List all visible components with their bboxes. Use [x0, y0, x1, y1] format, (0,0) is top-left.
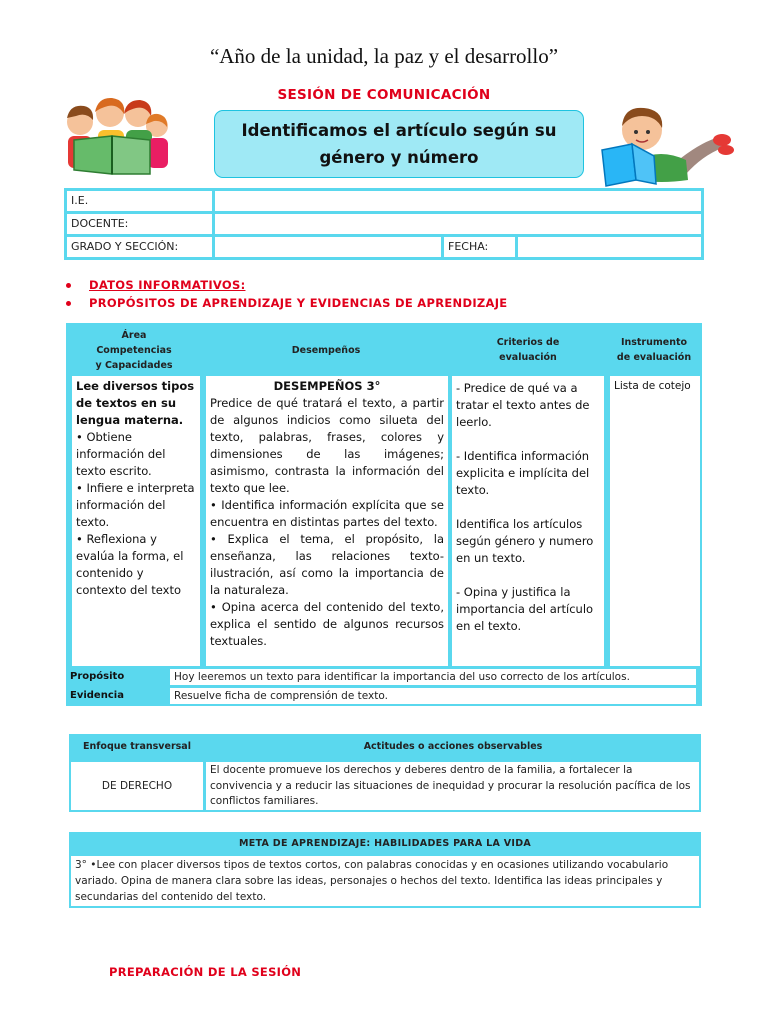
children-reading-illustration — [58, 96, 170, 176]
proposito-label: Propósito — [70, 671, 125, 682]
bullet-dot — [66, 283, 71, 288]
grado-value — [215, 237, 441, 257]
fecha-value — [518, 237, 701, 257]
header-instrumento-line-1: Instrumento — [620, 337, 688, 348]
actitudes-value: El docente promueve los derechos y deberes dentro de la familia, a fortalecer la convivencia y a reducir las situaciones de inequidad y procurar la resolución pacífica de los conflictos familiares. — [206, 762, 699, 810]
capacidad-2: • Infiere e interpreta información del texto. — [76, 481, 195, 529]
header-area-line-1: Área — [121, 329, 147, 341]
evidencia-label: Evidencia — [70, 690, 124, 701]
header-criterios-line-2: evaluación — [499, 352, 557, 363]
topic-title: Identificamos el artículo según su género y número — [241, 121, 557, 167]
criterio-3: Identifica los artículos según género y numero en un texto. — [456, 517, 594, 565]
preparacion-heading: PREPARACIÓN DE LA SESIÓN — [109, 965, 302, 979]
info-table — [64, 188, 704, 260]
enfoque-header: Enfoque transversal — [83, 741, 191, 752]
propositos-label: PROPÓSITOS DE APRENDIZAJE Y EVIDENCIAS DE APRENDIZAJE — [89, 296, 508, 310]
session-title: SESIÓN DE COMUNICACIÓN — [277, 87, 491, 103]
desempeno-1: Predice de qué tratará el texto, a partir de algunos indicios como silueta del texto, palabras, frases, colores y dimensiones de las imágenes; asimismo, contrasta la información del texto que lee. — [210, 396, 444, 495]
criterio-2: - Identifica información explicita e implícita del texto. — [456, 449, 590, 497]
enfoque-value: DE DERECHO — [71, 762, 203, 810]
info-row-grado — [67, 237, 701, 257]
proposito-row — [66, 667, 702, 687]
competencia-cell — [72, 376, 200, 666]
desempeno-4: • Opina acerca del contenido del texto, explica el sentido de algunos recursos textuales. — [210, 600, 444, 648]
actitudes-header: Actitudes o acciones observables — [363, 741, 543, 752]
header-area-line-2: Competencias — [96, 344, 172, 356]
evidencia-row — [66, 686, 702, 706]
desempenos-title: DESEMPEÑOS 3° — [273, 379, 381, 393]
instrumento-cell — [610, 376, 700, 666]
header-instrumento-line-2: de evaluación — [616, 352, 692, 363]
bullet-dot — [66, 301, 71, 306]
datos-label: DATOS INFORMATIVOS: — [89, 278, 246, 292]
instrumento-value: Lista de cotejo — [614, 380, 691, 392]
evidencia-value: Resuelve ficha de comprensión de texto. — [170, 688, 696, 704]
header-criterios — [450, 325, 606, 375]
fecha-label: FECHA: — [444, 237, 515, 257]
info-row-ie — [67, 191, 701, 211]
header-instrumento — [606, 325, 702, 375]
header-area-line-3: y Capacidades — [95, 359, 173, 371]
capacidad-1: • Obtiene información del texto escrito. — [76, 430, 166, 478]
competencias-table — [66, 323, 702, 668]
capacidad-3: • Reflexiona y evalúa la forma, el contenido y contexto del texto — [76, 532, 184, 597]
criterio-1: - Predice de qué va a tratar el texto antes de leerlo. — [456, 381, 590, 429]
ie-label: I.E. — [67, 191, 212, 211]
header-area — [66, 325, 202, 375]
grado-label: GRADO Y SECCIÓN: — [67, 237, 212, 257]
info-row-docente — [67, 214, 701, 234]
meta-content: 3° •Lee con placer diversos tipos de textos cortos, con palabras conocidas y en ocasiones utilizando vocabulario variado. Opina de manera clara sobre las ideas, personajes o hechos del texto. Identifica las ideas principales y secundarias del contenido del texto. — [71, 856, 699, 906]
header-desempenos: Desempeños — [291, 344, 361, 356]
desempeno-2: • Identifica información explícita que se encuentra en distintas partes del texto. — [210, 498, 444, 529]
enfoque-table — [69, 734, 701, 812]
competencia-title: Lee diversos tipos de textos en su lengua materna. — [76, 379, 195, 427]
header-criterios-line-1: Criterios de — [496, 337, 560, 348]
proposito-value: Hoy leeremos un texto para identificar la importancia del uso correcto de los artículos. — [170, 669, 696, 685]
meta-header: META DE APRENDIZAJE: HABILIDADES PARA LA VIDA — [238, 838, 532, 849]
docente-value — [215, 214, 701, 234]
topic-box — [214, 110, 584, 178]
docente-label: DOCENTE: — [67, 214, 212, 234]
bullet-datos — [66, 278, 245, 292]
ie-value — [215, 191, 701, 211]
desempeno-3: • Explica el tema, el propósito, la enseñanza, las relaciones texto-ilustración, así como la importancia de la naturaleza. — [210, 532, 444, 597]
year-title: “Año de la unidad, la paz y el desarrollo” — [209, 44, 559, 68]
criterios-cell — [452, 376, 604, 666]
meta-table — [69, 832, 701, 908]
criterio-4: - Opina y justifica la importancia del artículo en el texto. — [456, 585, 594, 633]
bullet-propositos — [66, 296, 507, 310]
desempenos-cell — [206, 376, 448, 666]
boy-reading-illustration — [598, 104, 738, 188]
